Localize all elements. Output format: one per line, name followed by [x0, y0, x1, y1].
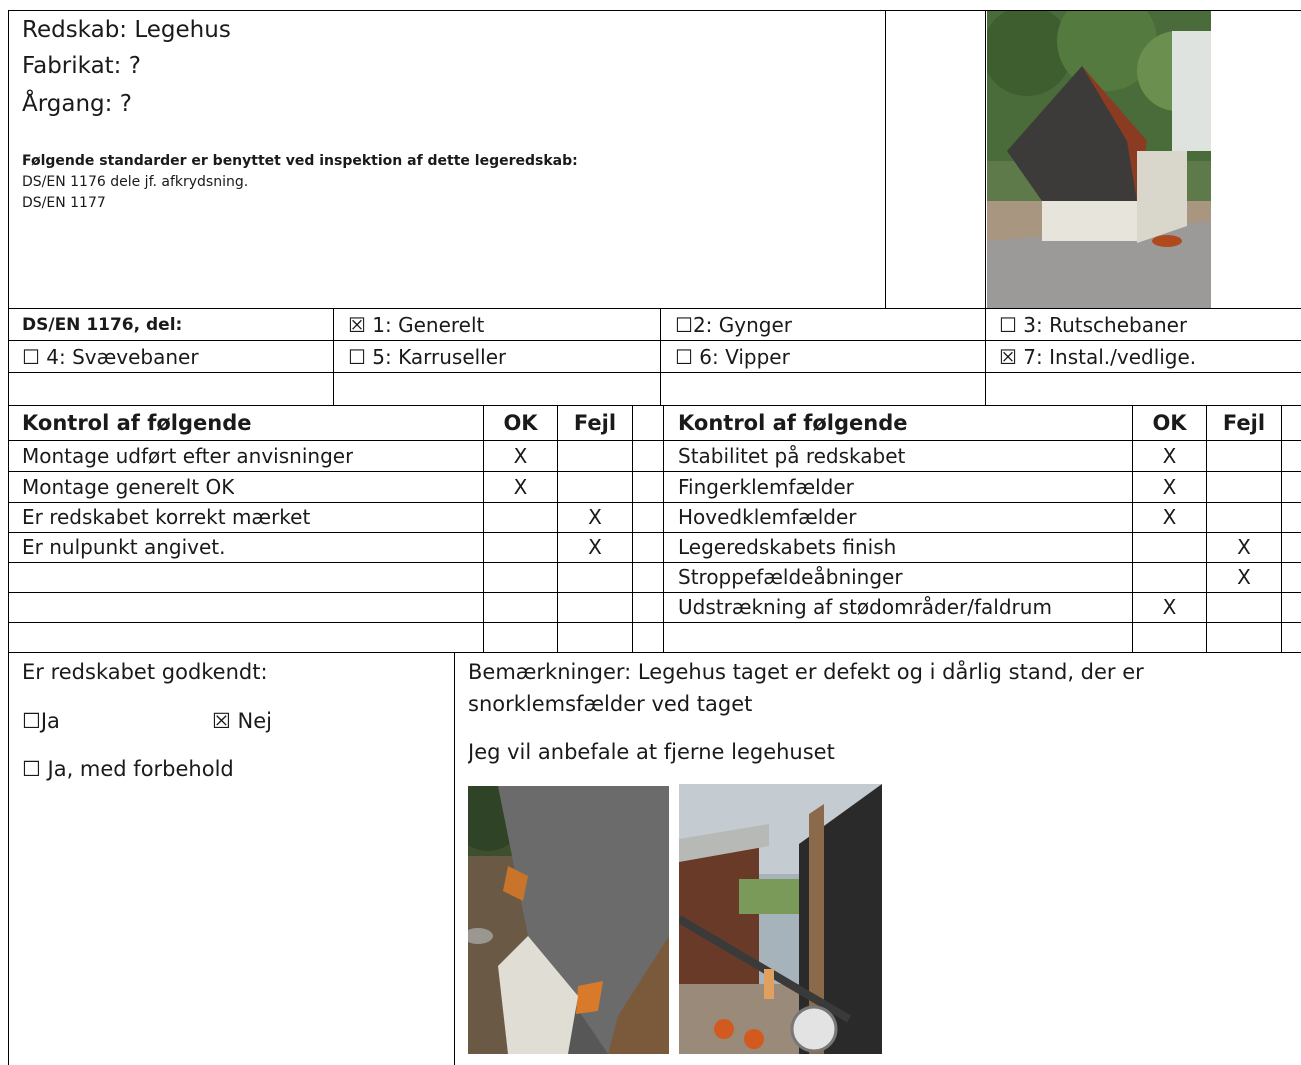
check-row-fejl: X [1237, 535, 1251, 559]
checkbox-empty-icon: ☐ [675, 345, 693, 369]
checklist-header-left: Kontrol af følgende [22, 411, 252, 435]
checkbox-checked-icon: ☒ [348, 313, 366, 337]
parts-label: DS/EN 1176, del: [22, 315, 183, 335]
standard-2: DS/EN 1177 [22, 195, 106, 211]
measurement-photo [679, 784, 882, 1054]
check-row-label: Legeredskabets finish [678, 535, 897, 559]
check-row-label: Er nulpunkt angivet. [22, 535, 226, 559]
checkbox-empty-icon: ☐ [999, 313, 1017, 337]
approval-question: Er redskabet godkendt: [22, 660, 268, 684]
check-row-ok: X [1162, 595, 1177, 619]
check-row-label: Montage udført efter anvisninger [22, 444, 354, 468]
standards-heading: Følgende standarder er benyttet ved inspektion af dette legeredskab: [22, 153, 578, 169]
checkbox-empty-icon: ☐ [675, 313, 693, 337]
part-6-vipper: ☐ 6: Vipper [675, 345, 790, 369]
remarks-recommendation: Jeg vil anbefale at fjerne legehuset [468, 740, 835, 764]
check-row-label: Stabilitet på redskabet [678, 444, 906, 468]
part-1-generelt: ☒ 1: Generelt [348, 313, 485, 337]
part-3-rutschebaner: ☐ 3: Rutschebaner [999, 313, 1188, 337]
check-row-ok: X [513, 444, 528, 468]
part-7-instal-vedlige: ☒ 7: Instal./vedlige. [999, 345, 1197, 369]
fejl-header-left: Fejl [573, 411, 617, 435]
roof-damage-photo [468, 786, 669, 1054]
ok-header-left: OK [503, 411, 538, 435]
check-row-fejl: X [1237, 565, 1251, 589]
check-row-label: Fingerklemfælder [678, 475, 854, 499]
check-row-ok: X [1162, 475, 1177, 499]
check-row-label: Udstrækning af stødområder/faldrum [678, 595, 1052, 619]
check-row-ok: X [1162, 505, 1177, 529]
manufacturer-field: Fabrikat: ? [22, 53, 141, 79]
check-row-label: Er redskabet korrekt mærket [22, 505, 311, 529]
fejl-header-right: Fejl [1222, 411, 1266, 435]
checkbox-checked-icon: ☒ [999, 345, 1017, 369]
remarks-line-2: snorklemsfælder ved taget [468, 692, 753, 716]
check-row-ok: X [1162, 444, 1177, 468]
part-4-svaevebaner: ☐ 4: Svævebaner [22, 345, 199, 369]
year-field: Årgang: ? [22, 91, 132, 117]
equipment-title: Redskab: Legehus [22, 17, 231, 43]
check-row-fejl: X [588, 535, 602, 559]
standard-1: DS/EN 1176 dele jf. afkrydsning. [22, 174, 249, 190]
checklist-header-right: Kontrol af følgende [678, 411, 908, 435]
checkbox-empty-icon: ☐ [348, 345, 366, 369]
check-row-label: Stroppefældeåbninger [678, 565, 903, 589]
check-row-label: Hovedklemfælder [678, 505, 857, 529]
part-2-gynger: ☐2: Gynger [675, 313, 792, 337]
approval-yes-checkbox: ☐Ja [22, 709, 60, 733]
playhouse-photo [987, 11, 1211, 308]
check-row-label: Montage generelt OK [22, 475, 235, 499]
checkbox-empty-icon: ☐ [22, 345, 40, 369]
remarks-line-1: Bemærkninger: Legehus taget er defekt og i dårlig stand, der er [468, 660, 1144, 684]
approval-conditional-checkbox: ☐ Ja, med forbehold [22, 757, 234, 781]
check-row-ok: X [513, 475, 528, 499]
part-5-karruseller: ☐ 5: Karruseller [348, 345, 507, 369]
check-row-fejl: X [588, 505, 602, 529]
ok-header-right: OK [1152, 411, 1187, 435]
approval-no-checkbox: ☒ Nej [212, 709, 272, 733]
